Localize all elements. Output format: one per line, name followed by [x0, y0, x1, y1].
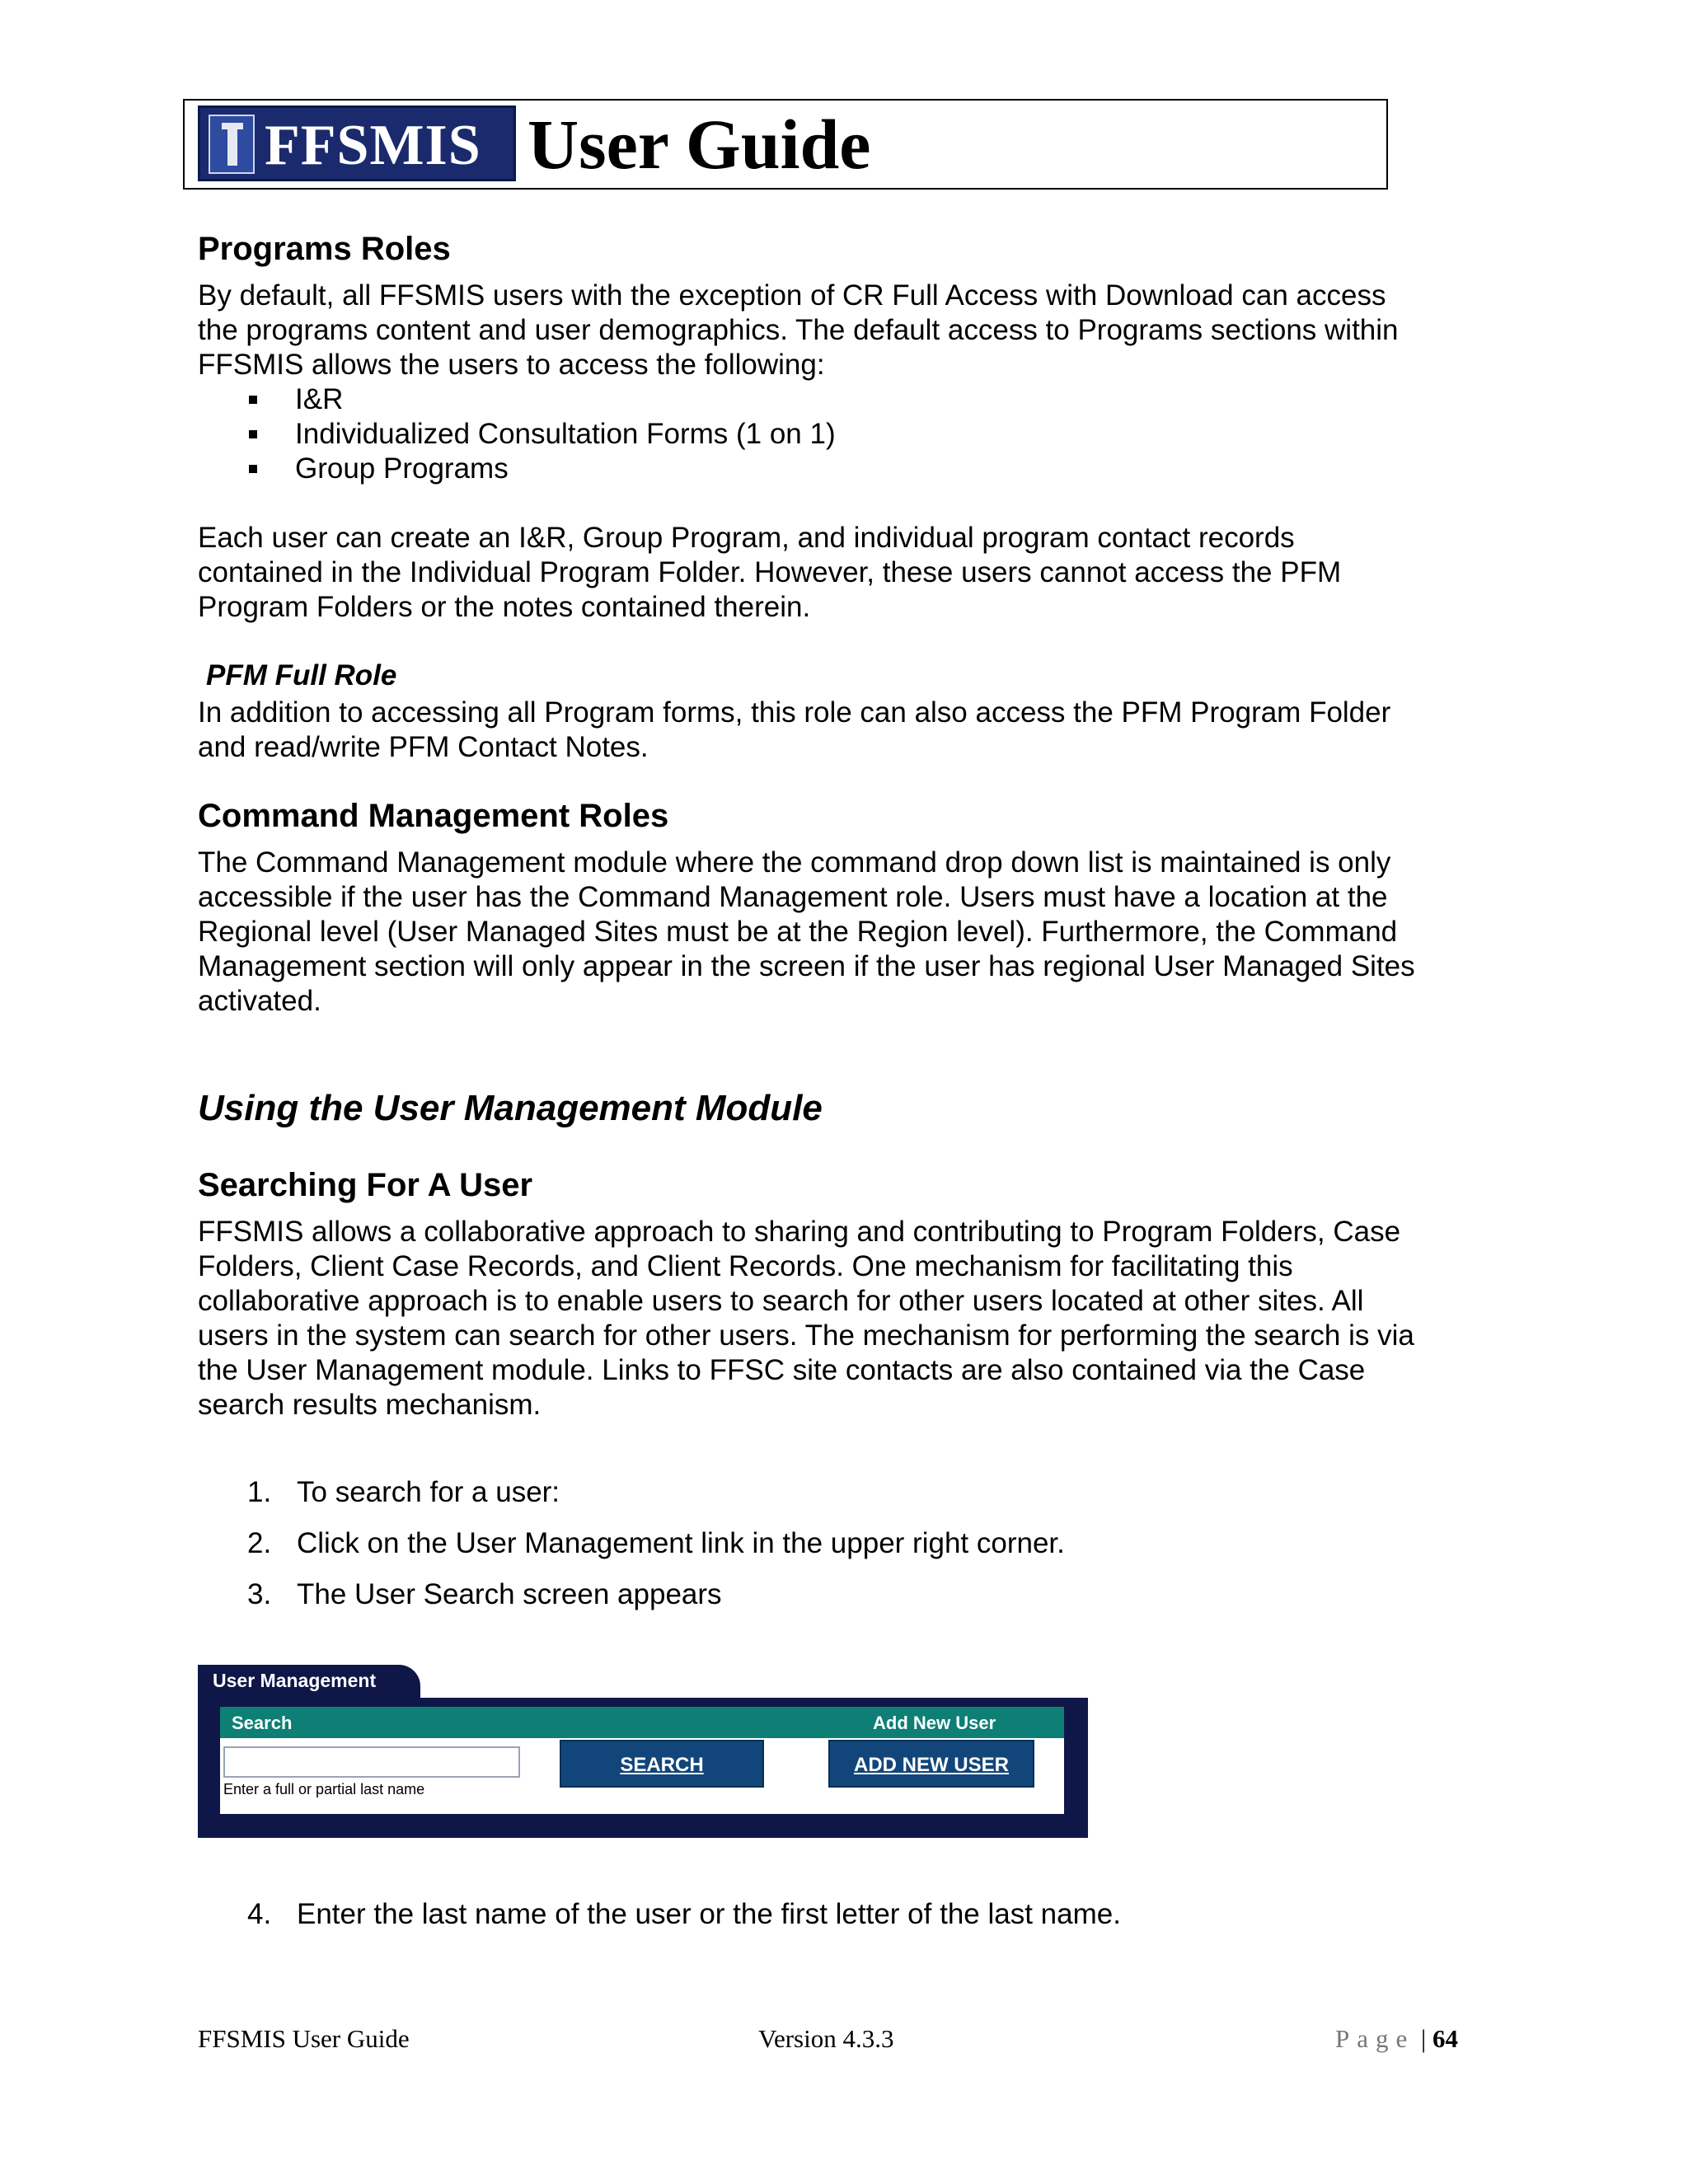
text-line: In addition to accessing all Program forms, this role can also access the PFM Program Folder — [198, 696, 1391, 729]
search-label: Search — [232, 1713, 293, 1733]
user-management-panel — [218, 1704, 1067, 1816]
search-button[interactable]: SEARCH — [560, 1740, 764, 1788]
using-module-heading: Using the User Management Module — [198, 1088, 823, 1128]
list-item: 4. Enter the last name of the user or the first letter of the last name. — [247, 1898, 1121, 1930]
footer-page-number — [1335, 2024, 1458, 2054]
text-line: Management section will only appear in the screen if the user has regional User Managed Sites — [198, 950, 1415, 982]
programs-roles-paragraph — [198, 521, 1341, 625]
page-label: Page — [1335, 2024, 1415, 2053]
text-line: collaborative approach is to enable users to search for other users located at other sites. All — [198, 1285, 1364, 1317]
document-title: User Guide — [528, 105, 871, 184]
text-line: FFSMIS allows a collaborative approach to sharing and contributing to Program Folders, Case — [198, 1216, 1401, 1248]
list-item: Individualized Consultation Forms (1 on 1) — [249, 417, 991, 452]
user-management-frame — [198, 1698, 1088, 1838]
list-item: 1. To search for a user: — [247, 1476, 560, 1508]
text-line: and read/write PFM Contact Notes. — [198, 731, 649, 763]
user-management-widget — [198, 1665, 1088, 1838]
text-line: Folders, Client Case Records, and Client Records. One mechanism for facilitating this — [198, 1250, 1293, 1282]
text-line: Program Folders or the notes contained therein. — [198, 591, 811, 623]
text-line: The Command Management module where the command drop down list is maintained is only — [198, 846, 1391, 879]
text-line: contained in the Individual Program Folder. However, these users cannot access the PFM — [198, 556, 1342, 588]
text-line: Regional level (User Managed Sites must be at the Region level). Furthermore, the Command — [198, 916, 1398, 948]
programs-roles-heading: Programs Roles — [198, 231, 451, 267]
text-line: the User Management module. Links to FFSC site contacts are also contained via the Case — [198, 1354, 1366, 1386]
add-new-user-label: Add New User — [873, 1713, 996, 1733]
list-item: I&R — [249, 382, 991, 417]
page-number: 64 — [1432, 2024, 1458, 2053]
bullet-icon — [249, 430, 257, 438]
pillar-icon — [209, 115, 255, 174]
text-line: users in the system can search for other users. The mechanism for performing the search is via — [198, 1319, 1414, 1352]
list-item: 2. Click on the User Management link in the upper right corner. — [247, 1527, 1065, 1559]
text-line: Each user can create an I&R, Group Program, and individual program contact records — [198, 522, 1295, 554]
list-item: Group Programs — [249, 452, 991, 486]
logo-text: FFSMIS — [265, 114, 481, 177]
pfm-full-role-heading: PFM Full Role — [206, 659, 397, 691]
last-name-search-input[interactable] — [223, 1746, 520, 1778]
text-line: activated. — [198, 985, 321, 1017]
searching-text — [198, 1215, 1414, 1422]
text-line: accessible if the user has the Command Management role. Users must have a location at the — [198, 881, 1388, 913]
footer-doc-name: FFSMIS User Guide — [198, 2024, 410, 2053]
searching-heading: Searching For A User — [198, 1167, 533, 1203]
bullet-icon — [249, 396, 257, 404]
bullet-icon — [249, 465, 257, 473]
command-management-heading: Command Management Roles — [198, 798, 669, 834]
text-line: By default, all FFSMIS users with the exception of CR Full Access with Download can access — [198, 279, 1386, 312]
user-management-tab[interactable]: User Management — [198, 1665, 420, 1698]
search-hint: Enter a full or partial last name — [223, 1781, 425, 1797]
panel-header — [220, 1707, 1064, 1738]
text-line: the programs content and user demographics. The default access to Programs sections within — [198, 314, 1399, 346]
add-new-user-button[interactable]: ADD NEW USER — [828, 1740, 1034, 1788]
pfm-full-role-text — [198, 696, 1390, 765]
footer-version: Version 4.3.3 — [758, 2024, 894, 2053]
list-item: 3. The User Search screen appears — [247, 1578, 722, 1610]
text-line: search results mechanism. — [198, 1389, 542, 1421]
page-separator: | — [1421, 2024, 1427, 2053]
ffsmis-logo — [198, 105, 516, 181]
command-management-text — [198, 846, 1415, 1019]
programs-roles-intro — [198, 279, 1399, 382]
text-line: FFSMIS allows the users to access the following: — [198, 349, 825, 381]
